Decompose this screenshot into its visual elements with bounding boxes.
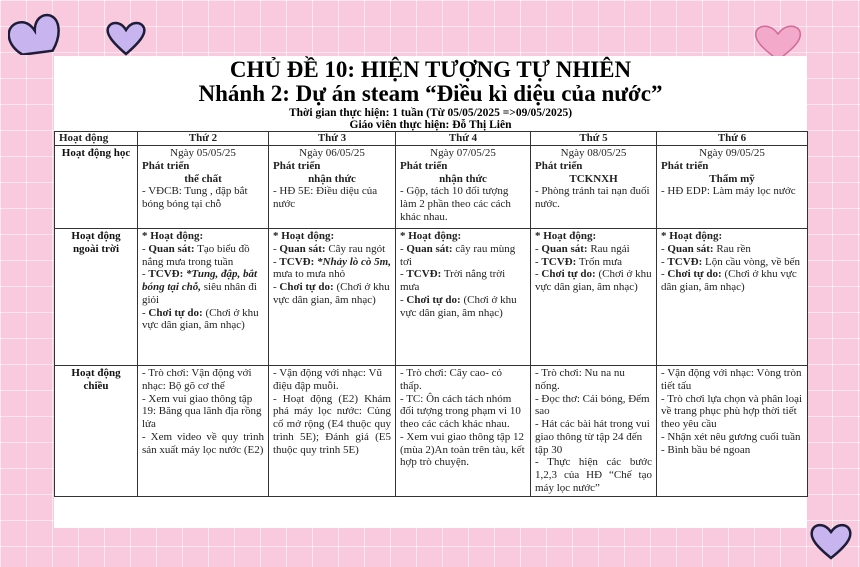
game-text: *Nhảy lò cò 5m,	[317, 255, 391, 268]
cell-ngoai-troi-fri: * Hoạt động: - Quan sát: Rau rền - TCVĐ: Lộn cầu vòng, về bến - Chơi tự do: (Chơi ở khu vực dân gian, âm nhạc)	[657, 229, 808, 366]
observe-label: Quan sát:	[279, 242, 326, 255]
area-name: Thẩm mỹ	[709, 172, 755, 185]
cell-hoc-mon	[138, 146, 269, 229]
activity-text: - HĐ 5E: Điều diệu của nước	[273, 185, 378, 211]
free-play-text: (Chơi ở khu vực dân gian, âm nhạc)	[661, 268, 797, 294]
game-text: Trời nắng trời mưa	[400, 268, 506, 294]
column-header-thu: Thứ 5	[531, 132, 657, 146]
area-name: nhận thức	[439, 172, 487, 185]
game-text: *Tung, đập, bắt bóng tại chỗ,	[142, 268, 258, 294]
activity-heading: * Hoạt động:	[142, 230, 204, 243]
branch-title: Nhánh 2: Dự án steam “Điều kì diệu của nước”	[198, 81, 663, 107]
observe-label: Quan sát:	[148, 242, 195, 255]
table-header-row	[55, 132, 808, 146]
cell-hoc-wed	[396, 146, 531, 229]
cell-chieu-wed	[396, 366, 531, 497]
observe-text: cây rau mùng tơi	[400, 242, 516, 268]
page-title: CHỦ ĐỀ 10: HIỆN TƯỢNG TỰ NHIÊN	[229, 57, 632, 82]
list-item: - TC: Ôn cách tách nhóm đối tượng trong phạm vi 10 theo các cách khác nhau.	[400, 392, 521, 431]
free-play-text: (Chơi ở khu vực dân gian, âm nhạc)	[273, 281, 390, 306]
list-item: - Trò chơi: Nu na nu nống.	[535, 367, 625, 392]
heart-decoration-bottom-right-icon	[806, 520, 856, 560]
date-label: Ngày 06/05/25	[299, 147, 365, 160]
activity-text: - Phòng tránh tai nạn đuối nước.	[535, 185, 650, 211]
table-row-chieu	[55, 366, 808, 497]
activity-heading: * Hoạt động:	[273, 230, 335, 243]
observe-text: Cây rau ngót	[328, 242, 386, 255]
list-item: - Đọc thơ: Cái bóng, Đếm sao	[535, 392, 650, 418]
list-item: - Xem vui giao thông tập 19: Băng qua lãnh địa rồng lửa	[142, 392, 262, 431]
free-play-label: Chơi tự do:	[541, 268, 596, 281]
cell-ngoai-troi-thu: * Hoạt động: - Quan sát: Rau ngải - TCVĐ: Trốn mưa - Chơi tự do: (Chơi ở khu vực dân gian, âm nhạc)	[531, 229, 657, 366]
game-label: TCVĐ:	[667, 255, 703, 268]
list-item: - Hát các bài hát trong vui giao thông từ tập 24 đến tập 30	[535, 418, 650, 456]
time-range: Thời gian thực hiện: 1 tuần (Từ 05/05/2025 =>09/05/2025)	[288, 107, 573, 120]
activity-text: - VĐCB: Tung , đập bắt bóng bóng tại chỗ	[142, 185, 248, 211]
list-item: - Trò chơi lựa chọn và phân loại về trang phục phù hợp thời tiết theo yêu cầu	[661, 392, 803, 431]
free-play-label: Chơi tự do:	[279, 281, 334, 294]
column-header-fri: Thứ 6	[657, 132, 808, 146]
cell-hoc-tue	[269, 146, 396, 229]
column-header-mon: Thứ 2	[138, 132, 269, 146]
row-label-ngoai-troi: Hoạt động ngoài trời	[55, 229, 138, 366]
activity-text: - Gộp, tách 10 đối tượng làm 2 phần theo các cách khác nhau.	[400, 185, 511, 223]
activity-heading: * Hoạt động:	[400, 230, 462, 243]
free-play-label: Chơi tự do:	[148, 306, 203, 319]
list-item: - Trò chơi: Vận động với nhạc: Bộ gõ cơ thể	[142, 367, 252, 392]
game-label: TCVĐ:	[279, 255, 315, 268]
game-label: TCVĐ:	[541, 255, 577, 268]
observe-text: Tạo biểu đồ nắng mưa trong tuần	[142, 242, 250, 268]
free-play-label: Chơi tự do:	[667, 268, 722, 281]
table-row-hoc	[55, 146, 808, 229]
table-row-ngoai-troi	[55, 229, 808, 366]
free-play-text: (Chơi ở khu vực dân gian, âm nhạc)	[535, 268, 652, 294]
area-name: thể chất	[184, 172, 222, 185]
area-label: Phát triển	[273, 159, 321, 172]
free-play-label: Chơi tự do:	[406, 293, 461, 306]
cell-ngoai-troi-mon: * Hoạt động: - Quan sát: Tạo biểu đồ nắng mưa trong tuần - TCVĐ: *Tung, đập, bắt bóng tại chỗ, siêu nhân đi giỏi - Chơi tự do: (Chơi ở khu vực dân gian, âm nhạc)	[138, 229, 269, 366]
observe-text: Rau rền	[716, 242, 751, 255]
game-text: Trốn mưa	[578, 255, 622, 268]
cell-chieu-tue	[269, 366, 396, 497]
column-header-wed: Thứ 4	[396, 132, 531, 146]
activity-heading: * Hoạt động:	[661, 230, 723, 243]
list-item: - Bình bầu bé ngoan	[661, 443, 751, 456]
list-item: - Trò chơi: Cây cao- cỏ thấp.	[400, 367, 503, 392]
area-label: Phát triển	[400, 159, 448, 172]
list-item: - Thực hiện các bước 1,2,3 của HĐ “Chế tạo máy lọc nước”	[535, 456, 652, 494]
cell-chieu-thu	[531, 366, 657, 497]
list-item: - Xem video về quy trình sản xuất máy lọc nước (E2)	[142, 430, 264, 456]
cell-ngoai-troi-wed: * Hoạt động: - Quan sát: cây rau mùng tơi - TCVĐ: Trời nắng trời mưa - Chơi tự do: (Chơi ở khu vực dân gian, âm nhạc)	[396, 229, 531, 366]
cell-chieu-fri	[657, 366, 808, 497]
cell-hoc-fri	[657, 146, 808, 229]
activity-heading: * Hoạt động:	[535, 230, 597, 243]
observe-label: Quan sát:	[667, 242, 714, 255]
cell-ngoai-troi-tue: * Hoạt động: - Quan sát: Cây rau ngót - TCVĐ: *Nhảy lò cò 5m, mưa to mưa nhỏ - Chơi tự do: (Chơi ở khu vực dân gian, âm nhạc)	[269, 229, 396, 366]
list-item: - Hoạt động (E2) Khám phá máy lọc nước: Củng cố mở rộng (E4 thuộc quy trình 5E); Đánh giá (E5 thuộc quy trình 5E)	[273, 392, 391, 456]
row-label-hoc: Hoạt động học	[55, 146, 138, 229]
game-label: TCVĐ:	[406, 268, 442, 281]
list-item: - Nhận xét nêu gương cuối tuần	[661, 430, 801, 443]
heart-decoration-top-icon	[102, 18, 150, 56]
date-label: Ngày 07/05/25	[430, 147, 496, 160]
list-item: - Xem vui giao thông tập 12 (mùa 2)An toàn trên tàu, kết hợp trò chuyện.	[400, 430, 525, 469]
area-label: Phát triển	[142, 159, 190, 172]
free-play-text: (Chơi ở khu vực dân gian, âm nhạc)	[400, 293, 517, 319]
date-label: Ngày 05/05/25	[170, 147, 236, 160]
cell-hoc-thu	[531, 146, 657, 229]
column-header-tue: Thứ 3	[269, 132, 396, 146]
list-item: - Vận động với nhạc: Vòng tròn tiết tấu	[661, 367, 802, 392]
observe-label: Quan sát:	[406, 242, 453, 255]
observe-text: Rau ngải	[590, 242, 630, 255]
game-text-rest: siêu nhân đi giỏi	[142, 281, 257, 306]
column-header-activity: Hoạt động	[55, 132, 138, 146]
cell-chieu-mon	[138, 366, 269, 497]
weekly-plan-sheet	[54, 56, 807, 528]
area-label: Phát triển	[535, 159, 583, 172]
heart-decoration-left-icon	[8, 10, 88, 55]
game-text: Lộn cầu vòng, về bến	[705, 255, 801, 268]
activity-table	[54, 131, 808, 496]
row-label-chieu: Hoạt động chiều	[55, 366, 138, 497]
area-name: TCKNXH	[569, 172, 618, 185]
area-name: nhận thức	[308, 172, 356, 185]
game-text-rest: mưa to mưa nhỏ	[273, 268, 346, 281]
free-play-text: (Chơi ở khu vực dân gian, âm nhạc)	[142, 306, 259, 332]
observe-label: Quan sát:	[541, 242, 588, 255]
date-label: Ngày 09/05/25	[699, 147, 765, 160]
activity-text: - HĐ EDP: Làm máy lọc nước	[661, 185, 796, 198]
game-label: TCVĐ:	[148, 268, 184, 281]
date-label: Ngày 08/05/25	[560, 147, 627, 160]
teacher-name: Giáo viên thực hiện: Đỗ Thị Liên	[349, 119, 512, 132]
list-item: - Vận động với nhạc: Vũ điệu đập muỗi.	[273, 367, 382, 392]
area-label: Phát triển	[661, 159, 709, 172]
